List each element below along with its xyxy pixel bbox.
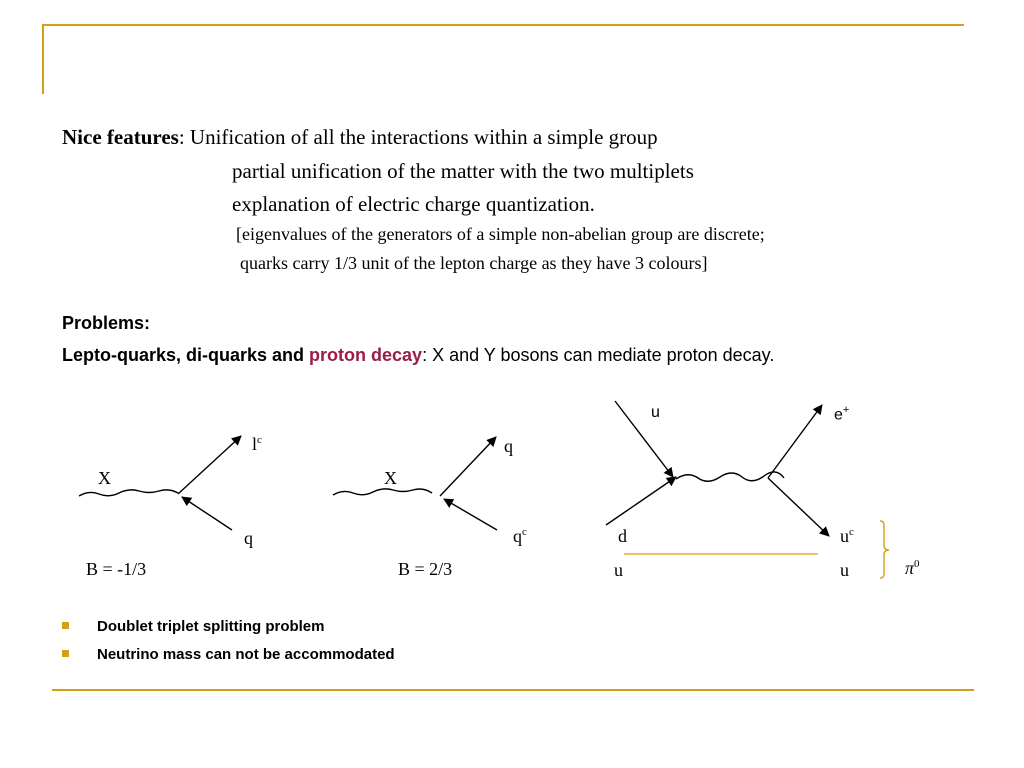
d3-incoming-u-line [615, 401, 673, 477]
bullet-text: Doublet triplet splitting problem [97, 618, 325, 635]
note-quark-charge: quarks carry 1/3 unit of the lepton charge as they have 3 colours] [240, 253, 708, 273]
bullet-square-icon [62, 650, 69, 657]
d3-outgoing-antiquark-line [768, 478, 829, 536]
d3-d-label: d [618, 526, 627, 546]
proton-decay-highlight: proton decay [309, 345, 423, 365]
d3-spectator-left-label: u [614, 560, 623, 580]
d3-antiquark-superscript: c [849, 526, 854, 538]
d1-quark-label: q [244, 528, 253, 548]
d1-outgoing-lepton-line [178, 436, 241, 494]
d3-u-label: u [651, 404, 660, 421]
feature-unification: Unification of all the interactions within a simple group [189, 125, 658, 149]
d3-spectator-right-label: u [840, 560, 849, 580]
pion-label [905, 558, 920, 579]
d3-positron-superscript: + [842, 404, 850, 416]
d1-boson-label: X [98, 468, 111, 488]
d3-positron-symbol: e [834, 406, 843, 424]
d2-outgoing-quark-line [440, 437, 496, 496]
d1-baryon-number: B = -1/3 [86, 559, 147, 579]
feature-charge-quantization: explanation of electric charge quantization. [232, 192, 595, 216]
d2-antiquark-label [513, 526, 527, 547]
feature-partial-unification: partial unification of the matter with the two multiplets [232, 159, 694, 183]
d2-incoming-antiquark-line [444, 499, 497, 530]
d2-baryon-number: B = 2/3 [398, 559, 453, 579]
note-eigenvalues: [eigenvalues of the generators of a simple non-abelian group are discrete; [236, 224, 765, 244]
bullet-neutrino-mass [62, 646, 395, 663]
d1-lepton-superscript: c [257, 434, 262, 446]
nice-features-separator: : [178, 125, 190, 149]
d3-antiquark-symbol: u [840, 526, 849, 546]
bullet-text: Neutrino mass can not be accommodated [97, 646, 395, 663]
d3-positron-label [834, 404, 849, 424]
pion-symbol: π [905, 558, 915, 578]
d1-boson-wavy-line [79, 490, 178, 496]
bullet-doublet-triplet [62, 618, 325, 635]
d2-quark-label: q [504, 436, 513, 456]
pion-superscript: 0 [914, 558, 920, 570]
problems-heading: Problems: [62, 313, 151, 333]
d2-antiquark-symbol: q [513, 526, 522, 546]
lepto-suffix: : X and Y bosons can mediate proton decay. [422, 345, 775, 365]
d3-incoming-d-line [606, 477, 676, 525]
d2-boson-label: X [384, 468, 397, 488]
d3-antiquark-label [840, 526, 854, 547]
nice-features-label: Nice features [62, 125, 179, 149]
d1-lepton-label [252, 434, 262, 455]
d2-antiquark-superscript: c [522, 526, 527, 538]
d1-lepton-symbol: l [252, 434, 258, 454]
d2-boson-wavy-line [333, 489, 432, 495]
bullet-square-icon [62, 622, 69, 629]
lepto-prefix: Lepto-quarks, di-quarks and [62, 345, 310, 365]
d3-outgoing-positron-line [768, 405, 822, 478]
d3-boson-wavy-line [676, 472, 784, 481]
pion-brace [880, 521, 889, 578]
d1-incoming-quark-line [182, 497, 232, 530]
